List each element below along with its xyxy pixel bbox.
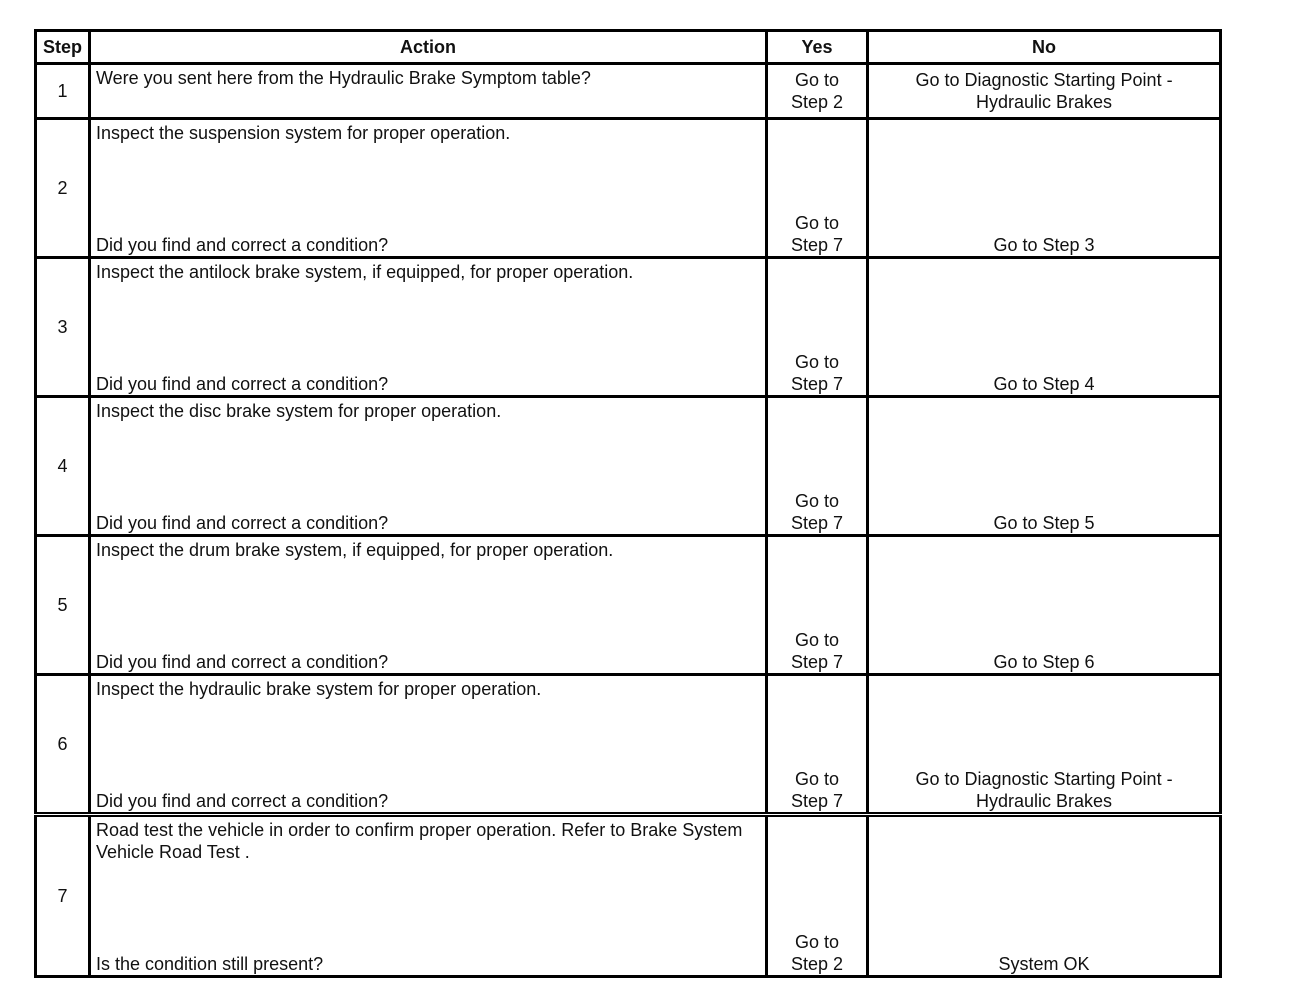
action-question: Did you find and correct a condition? xyxy=(96,652,389,672)
action-instruction: Inspect the hydraulic brake system for proper operation. xyxy=(96,679,542,699)
action-question: Did you find and correct a condition? xyxy=(96,791,389,811)
step-number: 2 xyxy=(36,119,90,258)
header-action: Action xyxy=(90,31,767,64)
yes-cell xyxy=(767,119,868,258)
no-cell xyxy=(868,64,1221,119)
no-link[interactable]: Go to Step 5 xyxy=(993,513,1095,533)
yes-cell xyxy=(767,397,868,536)
table-row xyxy=(36,536,1221,675)
step-number: 7 xyxy=(36,815,90,977)
step-number: 4 xyxy=(36,397,90,536)
action-instruction: Inspect the suspension system for proper operation. xyxy=(96,123,511,143)
step-number: 1 xyxy=(36,64,90,119)
table-row xyxy=(36,397,1221,536)
action-question: Did you find and correct a condition? xyxy=(96,513,389,533)
action-cell xyxy=(90,64,767,119)
yes-link[interactable]: Go to Step 2 xyxy=(790,70,844,112)
action-instruction: Road test the vehicle in order to confirm proper operation. Refer to Brake System Vehicle Road Test . xyxy=(96,820,743,862)
action-text: Were you sent here from the Hydraulic Brake Symptom table? xyxy=(96,68,591,88)
yes-link[interactable]: Go to Step 7 xyxy=(790,352,844,394)
yes-cell xyxy=(767,675,868,815)
action-instruction: Inspect the drum brake system, if equipped, for proper operation. xyxy=(96,540,614,560)
action-cell xyxy=(90,815,767,977)
action-question: Did you find and correct a condition? xyxy=(96,235,389,255)
yes-cell xyxy=(767,536,868,675)
action-question: Did you find and correct a condition? xyxy=(96,374,389,394)
no-cell xyxy=(868,815,1221,977)
table-header-row xyxy=(36,31,1221,64)
header-step: Step xyxy=(36,31,90,64)
table-row xyxy=(36,119,1221,258)
table-row xyxy=(36,675,1221,815)
yes-link[interactable]: Go to Step 7 xyxy=(790,213,844,255)
no-link[interactable]: System OK xyxy=(998,954,1090,974)
table-row xyxy=(36,815,1221,977)
yes-link[interactable]: Go to Step 7 xyxy=(790,630,844,672)
action-instruction: Inspect the disc brake system for proper operation. xyxy=(96,401,502,421)
action-question: Is the condition still present? xyxy=(96,954,324,974)
yes-cell xyxy=(767,258,868,397)
yes-link[interactable]: Go to Step 2 xyxy=(790,932,844,974)
yes-link[interactable]: Go to Step 7 xyxy=(790,769,844,811)
diagnostic-table xyxy=(34,29,1222,978)
table-row xyxy=(36,64,1221,119)
action-cell xyxy=(90,397,767,536)
no-cell xyxy=(868,258,1221,397)
table-row xyxy=(36,258,1221,397)
no-cell xyxy=(868,397,1221,536)
no-link[interactable]: Go to Step 4 xyxy=(993,374,1095,394)
header-yes: Yes xyxy=(767,31,868,64)
header-no: No xyxy=(868,31,1221,64)
action-instruction: Inspect the antilock brake system, if equipped, for proper operation. xyxy=(96,262,634,282)
no-link[interactable]: Go to Step 3 xyxy=(993,235,1095,255)
yes-cell xyxy=(767,815,868,977)
no-cell xyxy=(868,536,1221,675)
action-cell xyxy=(90,258,767,397)
yes-link[interactable]: Go to Step 7 xyxy=(790,491,844,533)
action-cell xyxy=(90,119,767,258)
action-cell xyxy=(90,675,767,815)
step-number: 3 xyxy=(36,258,90,397)
no-cell xyxy=(868,119,1221,258)
no-cell xyxy=(868,675,1221,815)
no-link[interactable]: Go to Diagnostic Starting Point - Hydraulic Brakes xyxy=(915,70,1173,112)
no-link[interactable]: Go to Diagnostic Starting Point - Hydraulic Brakes xyxy=(915,769,1173,811)
step-number: 5 xyxy=(36,536,90,675)
step-number: 6 xyxy=(36,675,90,815)
no-link[interactable]: Go to Step 6 xyxy=(993,652,1095,672)
yes-cell xyxy=(767,64,868,119)
action-cell xyxy=(90,536,767,675)
